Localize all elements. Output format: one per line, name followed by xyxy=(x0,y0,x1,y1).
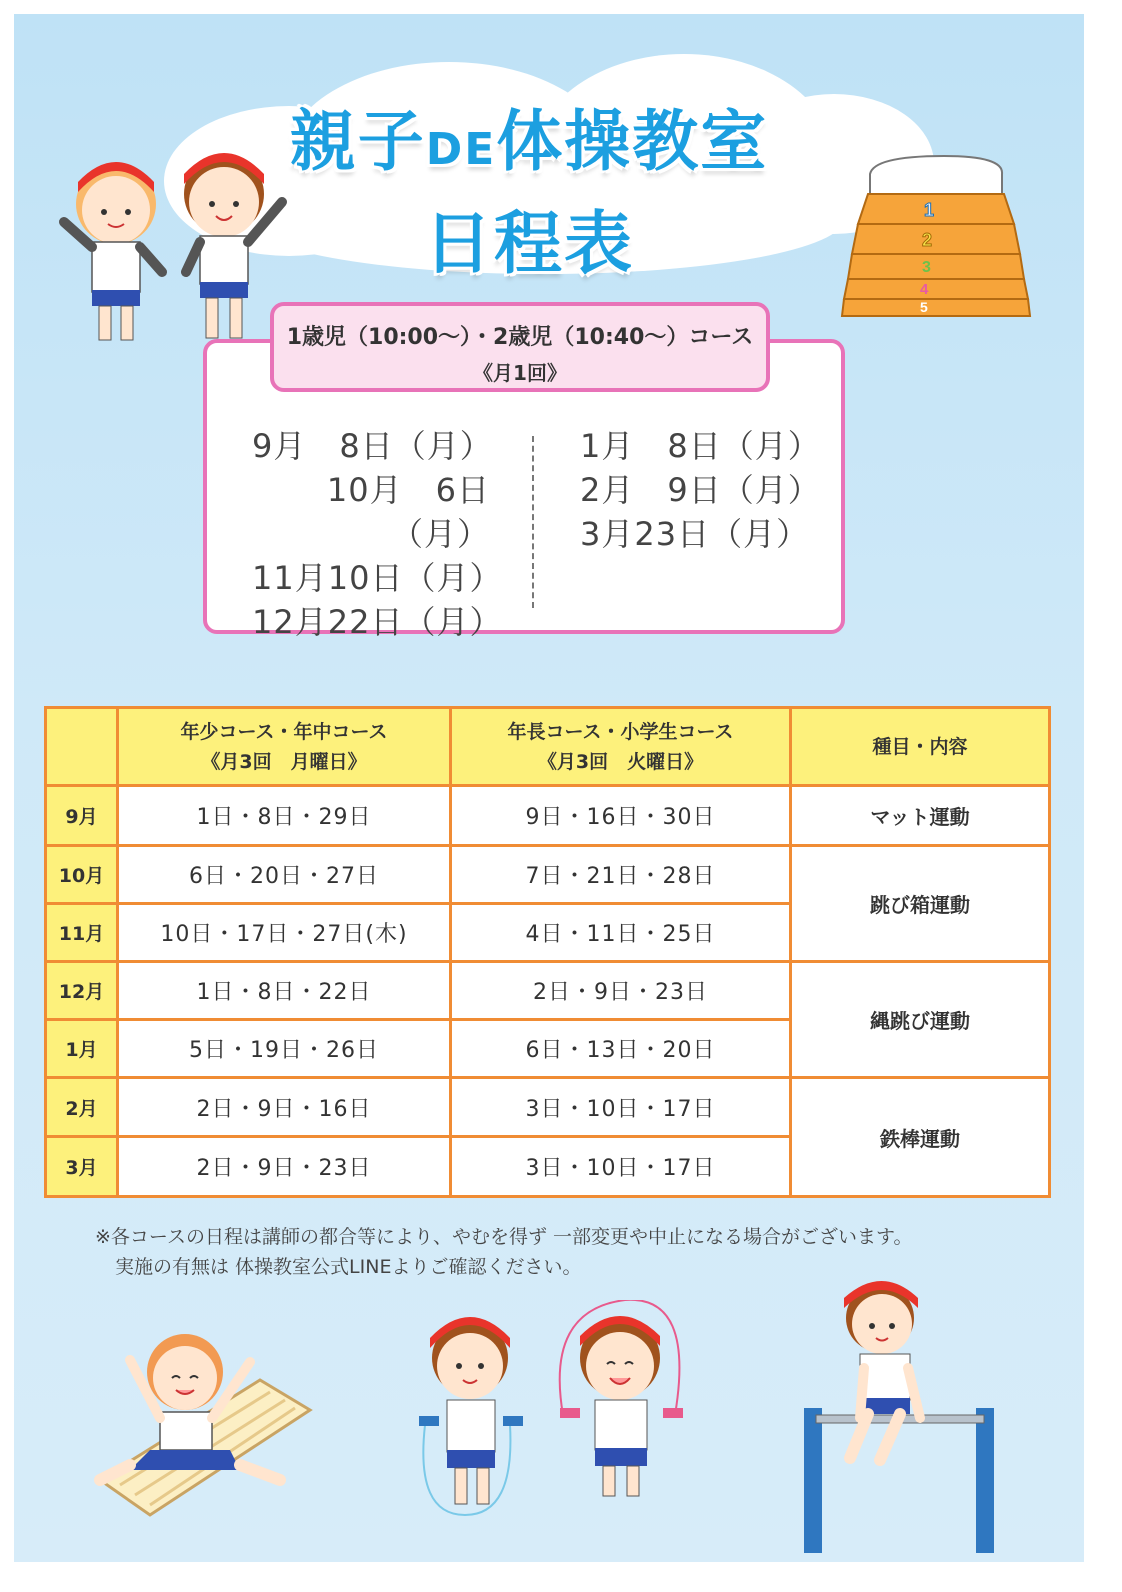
date-item: 11月10日（月） xyxy=(252,559,503,597)
senior-dates-cell: 6日・13日・20日 xyxy=(451,1020,791,1078)
month-cell: 2月 xyxy=(46,1078,118,1136)
page-subtitle: 日程表 xyxy=(423,205,634,284)
month-cell: 9月 xyxy=(46,786,118,845)
senior-dates-cell: 3日・10日・17日 xyxy=(451,1078,791,1136)
event-cell: 縄跳び運動 xyxy=(791,962,1050,1078)
note-line: 実施の有無は 体操教室公式LINEよりご確認ください。 xyxy=(115,1256,582,1278)
header-junior-course: 年少コース・年中コース 《月3回 月曜日》 xyxy=(118,708,451,786)
dashed-divider xyxy=(532,436,534,608)
date-item: 1月 8日（月） xyxy=(580,427,821,465)
date-item: 12月22日（月） xyxy=(252,603,503,641)
month-cell: 10月 xyxy=(46,845,118,903)
page-title: 親子DE体操教室 xyxy=(289,103,769,180)
schedule-table xyxy=(44,706,1051,1198)
event-cell: 鉄棒運動 xyxy=(791,1078,1050,1197)
header-senior-course: 年長コース・小学生コース 《月3回 火曜日》 xyxy=(451,708,791,786)
vaulting-box-number: 1 xyxy=(924,200,935,220)
toddler-course-header xyxy=(270,302,770,392)
senior-dates-cell: 3日・10日・17日 xyxy=(451,1136,791,1196)
junior-dates-cell: 2日・9日・16日 xyxy=(118,1078,451,1136)
table-row xyxy=(46,786,1050,845)
event-cell: マット運動 xyxy=(791,786,1050,845)
event-cell: 跳び箱運動 xyxy=(791,845,1050,961)
course-header-frequency: 《月1回》 xyxy=(473,361,567,385)
month-cell: 12月 xyxy=(46,962,118,1020)
dates-left-column xyxy=(252,424,503,644)
table-header-row xyxy=(46,708,1050,786)
junior-dates-cell: 6日・20日・27日 xyxy=(118,845,451,903)
header-blank-cell xyxy=(46,708,118,786)
junior-dates-cell: 1日・8日・22日 xyxy=(118,962,451,1020)
junior-dates-cell: 1日・8日・29日 xyxy=(118,786,451,845)
date-item: 10月 6日（月） xyxy=(326,471,490,553)
vaulting-box-illustration xyxy=(834,144,1034,324)
jump-rope-kids-illustration xyxy=(405,1300,705,1530)
dates-right-column xyxy=(580,424,820,556)
cheering-kids-illustration xyxy=(34,132,304,347)
date-item: 9月 8日（月） xyxy=(252,427,493,465)
vaulting-box-number: 2 xyxy=(922,230,933,250)
senior-dates-cell: 4日・11日・25日 xyxy=(451,903,791,961)
senior-dates-cell: 2日・9日・23日 xyxy=(451,962,791,1020)
date-item: 3月23日（月） xyxy=(580,515,810,553)
senior-dates-cell: 9日・16日・30日 xyxy=(451,786,791,845)
date-item: 2月 9日（月） xyxy=(580,471,821,509)
month-cell: 1月 xyxy=(46,1020,118,1078)
month-cell: 3月 xyxy=(46,1136,118,1196)
senior-dates-cell: 7日・21日・28日 xyxy=(451,845,791,903)
vaulting-box-number: 4 xyxy=(920,281,929,298)
vaulting-box-number: 5 xyxy=(920,299,928,315)
course-header-title: 1歳児（10:00～）・2歳児（10:40～）コース xyxy=(286,325,754,350)
schedule-note xyxy=(95,1222,913,1282)
junior-dates-cell: 5日・19日・26日 xyxy=(118,1020,451,1078)
table-row xyxy=(46,845,1050,903)
note-line: ※各コースの日程は講師の都合等により、やむを得ず 一部変更や中止になる場合がございます。 xyxy=(95,1226,913,1248)
month-cell: 11月 xyxy=(46,903,118,961)
horizontal-bar-illustration xyxy=(800,1278,1000,1558)
junior-dates-cell: 10日・17日・27日(木) xyxy=(118,903,451,961)
vaulting-box-number: 3 xyxy=(922,259,931,276)
header-event: 種目・内容 xyxy=(791,708,1050,786)
table-row xyxy=(46,1078,1050,1136)
junior-dates-cell: 2日・9日・23日 xyxy=(118,1136,451,1196)
mat-exercise-illustration xyxy=(90,1320,320,1520)
table-row xyxy=(46,962,1050,1020)
